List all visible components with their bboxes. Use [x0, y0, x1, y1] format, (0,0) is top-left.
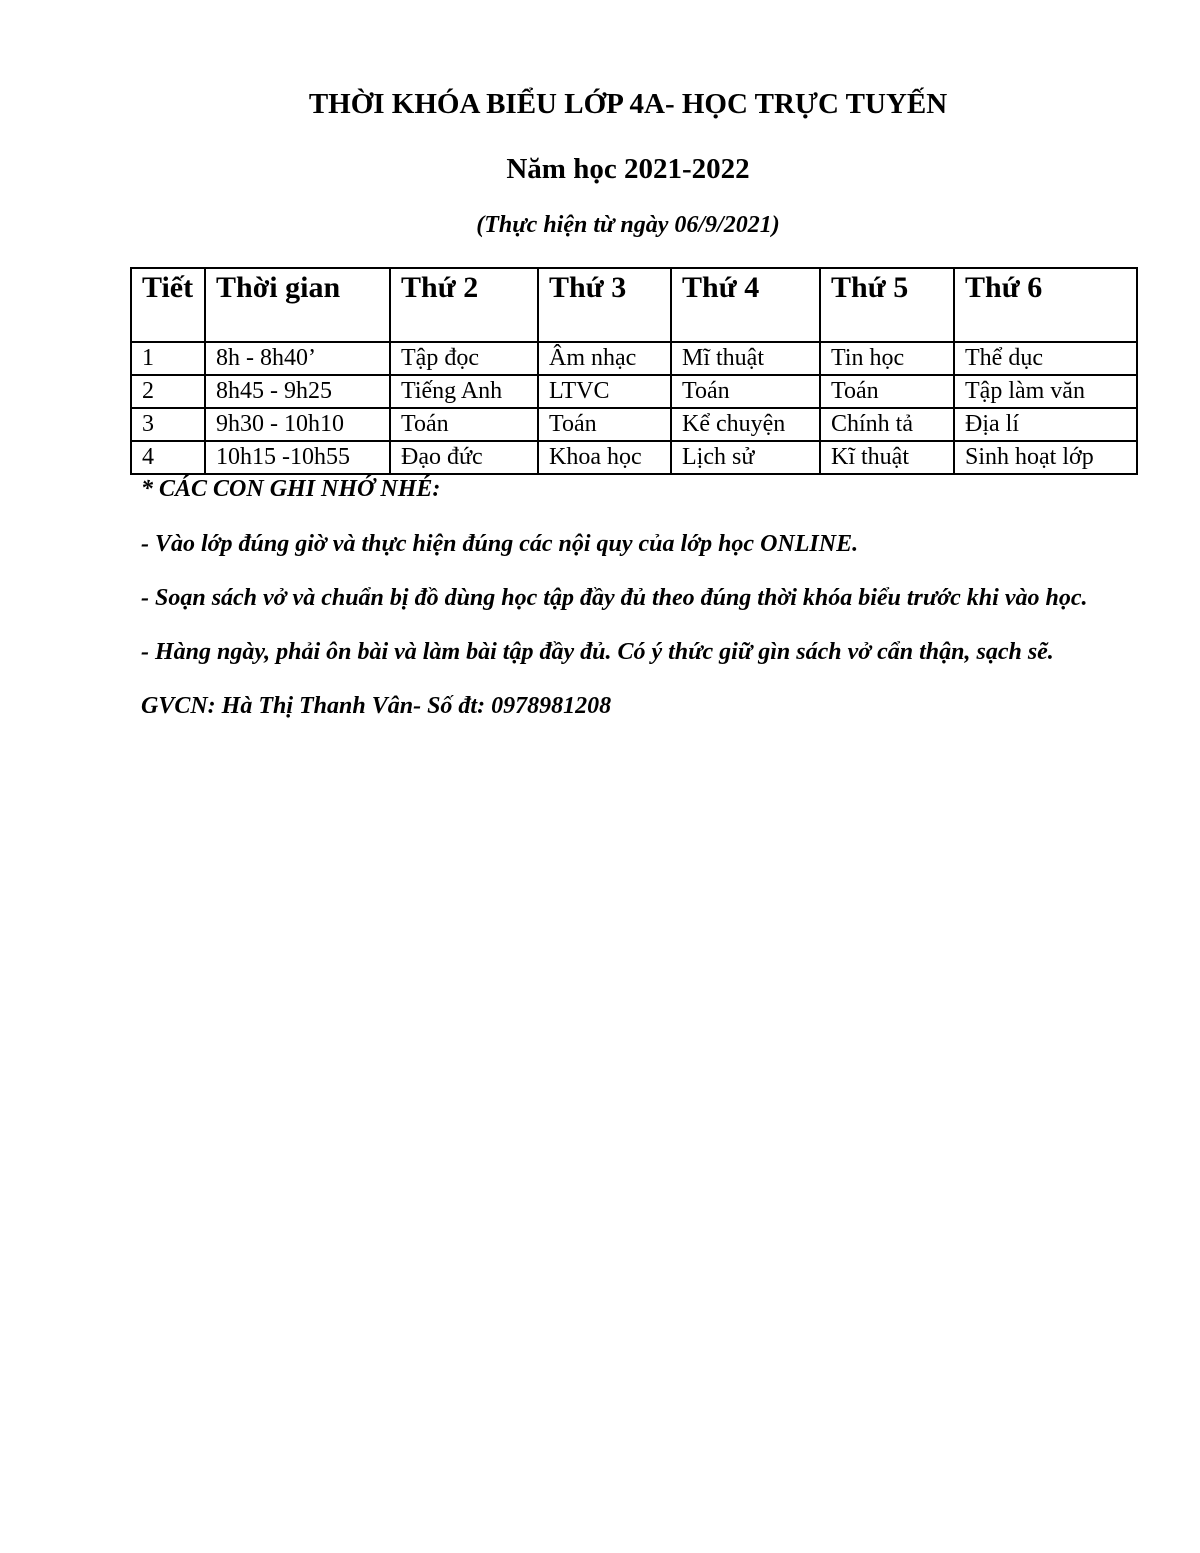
teacher-signature: GVCN: Hà Thị Thanh Vân- Số đt: 0978981208: [141, 693, 612, 719]
note-item: - Hàng ngày, phải ôn bài và làm bài tập đầy đủ. Có ý thức giữ gìn sách vở cẩn thận, sạch sẽ.: [141, 639, 1054, 665]
period-number: 2: [131, 375, 205, 408]
subject-cell: Mĩ thuật: [671, 342, 820, 375]
subject-cell: Sinh hoạt lớp: [954, 441, 1137, 474]
note-item: - Soạn sách vở và chuẩn bị đồ dùng học tập đầy đủ theo đúng thời khóa biểu trước khi vào học.: [141, 585, 1088, 611]
subject-cell: Tin học: [820, 342, 954, 375]
table-row: [131, 342, 1137, 375]
header-monday: Thứ 2: [390, 268, 538, 342]
subject-cell: Địa lí: [954, 408, 1137, 441]
subject-cell: Thể dục: [954, 342, 1137, 375]
period-time: 10h15 -10h55: [205, 441, 390, 474]
note-item: - Vào lớp đúng giờ và thực hiện đúng các nội quy của lớp học ONLINE.: [141, 531, 859, 557]
timetable: [130, 267, 1138, 475]
table-row: [131, 375, 1137, 408]
subject-cell: Đạo đức: [390, 441, 538, 474]
subject-cell: LTVC: [538, 375, 671, 408]
effective-date-note: (Thực hiện từ ngày 06/9/2021): [476, 212, 780, 238]
period-number: 3: [131, 408, 205, 441]
school-year: Năm học 2021-2022: [506, 153, 750, 185]
subject-cell: Chính tả: [820, 408, 954, 441]
header-time: Thời gian: [205, 268, 390, 342]
timetable-header-row: [131, 268, 1137, 342]
subject-cell: Khoa học: [538, 441, 671, 474]
subject-cell: Âm nhạc: [538, 342, 671, 375]
subject-cell: Toán: [820, 375, 954, 408]
subject-cell: Toán: [538, 408, 671, 441]
subject-cell: Tập đọc: [390, 342, 538, 375]
table-row: [131, 441, 1137, 474]
subject-cell: Kĩ thuật: [820, 441, 954, 474]
header-friday: Thứ 6: [954, 268, 1137, 342]
subject-cell: Kể chuyện: [671, 408, 820, 441]
subject-cell: Tập làm văn: [954, 375, 1137, 408]
period-time: 8h - 8h40’: [205, 342, 390, 375]
table-row: [131, 408, 1137, 441]
document-title: THỜI KHÓA BIỂU LỚP 4A- HỌC TRỰC TUYẾN: [308, 88, 948, 120]
header-tuesday: Thứ 3: [538, 268, 671, 342]
period-time: 8h45 - 9h25: [205, 375, 390, 408]
subject-cell: Toán: [390, 408, 538, 441]
period-number: 4: [131, 441, 205, 474]
subject-cell: Tiếng Anh: [390, 375, 538, 408]
header-thursday: Thứ 5: [820, 268, 954, 342]
period-time: 9h30 - 10h10: [205, 408, 390, 441]
notes-section: [141, 472, 1101, 724]
subject-cell: Lịch sử: [671, 441, 820, 474]
header-period: Tiết: [131, 268, 205, 342]
period-number: 1: [131, 342, 205, 375]
subject-cell: Toán: [671, 375, 820, 408]
header-wednesday: Thứ 4: [671, 268, 820, 342]
notes-heading: * CÁC CON GHI NHỚ NHÉ:: [141, 476, 441, 502]
